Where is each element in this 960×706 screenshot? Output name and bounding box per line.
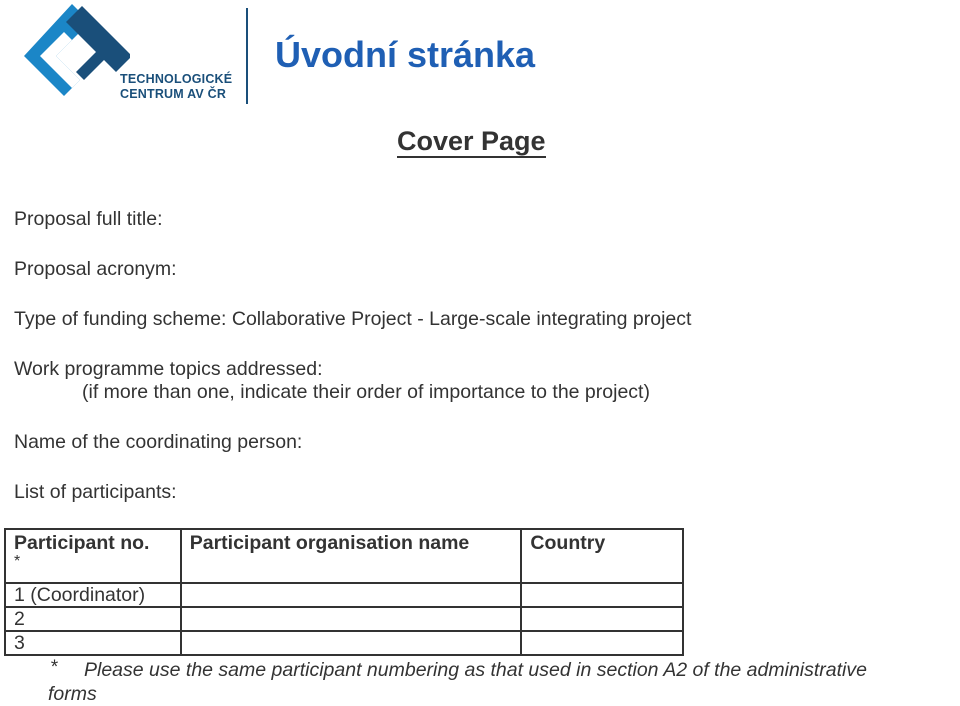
header-organisation-name: Participant organisation name [181,529,522,583]
participants-table-header [5,529,683,583]
footnote-text: Please use the same participant numbering as that used in section A2 of the administrative [84,659,867,681]
organisation-name-cell [181,631,522,655]
proposal-full-title-label: Proposal full title: [14,208,163,230]
logo-text-line1: TECHNOLOGICKÉ [120,72,233,86]
organisation-name-cell [181,607,522,631]
participant-no-cell: 3 [5,631,181,655]
table-row [5,583,683,607]
slide-title: Úvodní stránka [275,34,536,75]
country-cell [521,583,683,607]
header-footnote-star: * [14,553,21,570]
organisation-name-cell [181,583,522,607]
participant-no-cell: 2 [5,607,181,631]
participants-table [4,528,684,656]
footnote-text-continued: forms [48,683,97,705]
funding-scheme-label: Type of funding scheme: Collaborative Project - Large-scale integrating project [14,308,692,330]
country-cell [521,631,683,655]
topics-label: Work programme topics addressed: [14,358,323,380]
topics-note: (if more than one, indicate their order of importance to the project) [82,381,650,403]
country-cell [521,607,683,631]
logo-text-line2: CENTRUM AV ČR [120,87,227,101]
coordinator-label: Name of the coordinating person: [14,431,303,453]
table-row [5,631,683,655]
table-row [5,607,683,631]
participant-no-cell: 1 (Coordinator) [5,583,181,607]
header-country: Country [521,529,683,583]
cover-page-heading: Cover Page [397,126,546,156]
participants-label: List of participants: [14,481,177,503]
proposal-acronym-label: Proposal acronym: [14,258,177,280]
footnote-marker: * [50,657,58,678]
header-participant-no-label: Participant no. [14,532,150,554]
header-participant-no [5,529,181,583]
